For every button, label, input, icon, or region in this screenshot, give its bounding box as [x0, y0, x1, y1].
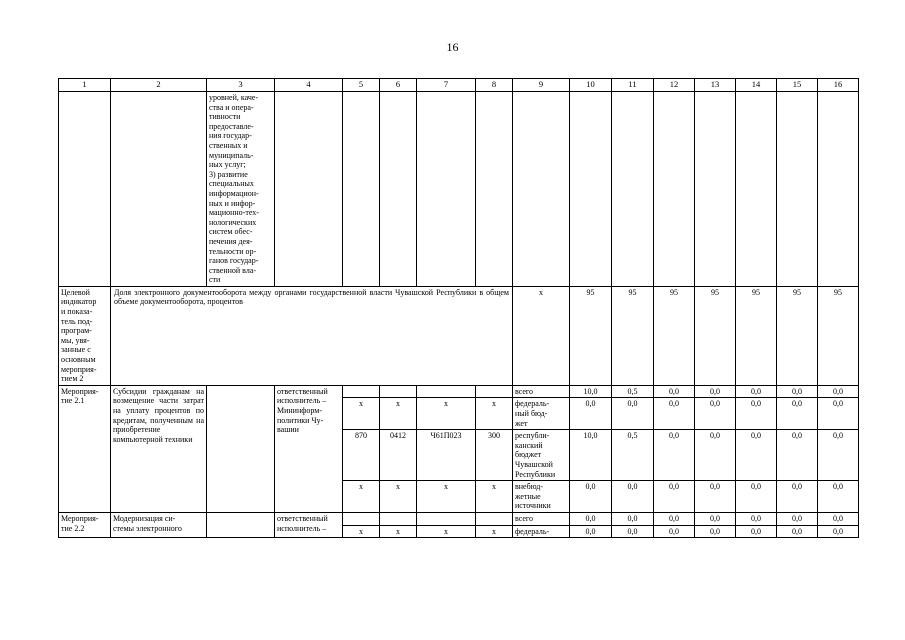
indicator-label-line: Целевой	[61, 287, 90, 297]
cont-cell-11	[612, 92, 654, 287]
measure_22-label-line: Мероприя-	[61, 513, 99, 523]
measure_22-value: 0,0	[736, 525, 777, 538]
header-cell: 12	[654, 79, 695, 92]
measure_21-value: 0,0	[736, 398, 777, 430]
measure_21-c8: x	[476, 481, 513, 513]
cont-tasks-text-line: муниципаль-	[209, 150, 254, 160]
header-cell: 3	[207, 79, 275, 92]
header-cell: 7	[417, 79, 476, 92]
cont-cell-9	[513, 92, 570, 287]
indicator-label-line: тием 2	[61, 374, 84, 384]
measure_21-source-line: всего	[515, 386, 534, 396]
measure_22-executor	[275, 512, 343, 537]
cont-tasks-text-line: ганов государ-	[209, 256, 259, 266]
measure_22-label-line: тие 2.2	[61, 523, 85, 533]
header-cell: 15	[777, 79, 818, 92]
cont-tasks-text-line: печения дея-	[209, 236, 253, 246]
indicator-value: 95	[818, 286, 859, 385]
measure_22-name-line: Модернизация си-	[113, 513, 176, 523]
header-cell: 13	[695, 79, 736, 92]
cont-cell-2	[111, 92, 207, 287]
measure_21-source-line: республи-	[515, 431, 550, 441]
measure_22-value: 0,0	[612, 512, 654, 525]
cont-tasks-text-line: информацион-	[209, 188, 259, 198]
measure_21-value: 0,0	[736, 385, 777, 398]
indicator-text: Доля электронного документооборота между органами государственной власти Чувашской Республики в общем объеме документооборота, процентов	[111, 286, 513, 385]
indicator-label-line: програм-	[61, 326, 92, 336]
measure_21-executor	[275, 385, 343, 512]
measure_21-c5: 870	[343, 430, 380, 481]
cont-tasks-text	[207, 92, 275, 287]
header-row	[59, 79, 859, 92]
measure_21-executor-line: ответственный	[277, 386, 328, 396]
measure_22-c7: x	[417, 525, 476, 538]
measure_21-value: 0,5	[612, 430, 654, 481]
measure_22-value: 0,0	[654, 512, 695, 525]
measure_21-value: 0,0	[777, 430, 818, 481]
measure_21-source-line: источники	[515, 501, 551, 511]
measure_22-name-line: стемы электронного	[113, 523, 182, 533]
cont-tasks-text-line: тивности	[209, 112, 241, 122]
measure_22-source	[513, 512, 570, 525]
cont-cell-14	[736, 92, 777, 287]
cont-tasks-text-line: ственной вла-	[209, 265, 257, 275]
indicator-value: 95	[695, 286, 736, 385]
measure_22-row	[59, 512, 859, 525]
cont-cell-5	[343, 92, 380, 287]
measure_22-value: 0,0	[612, 525, 654, 538]
header-cell: 14	[736, 79, 777, 92]
page-number: 16	[446, 40, 459, 54]
measure_21-value: 0,0	[736, 481, 777, 513]
measure_21-source	[513, 430, 570, 481]
header-cell: 10	[570, 79, 612, 92]
measure_21-value: 0,0	[818, 398, 859, 430]
indicator-value: 95	[570, 286, 612, 385]
measure_21-value: 0,0	[777, 398, 818, 430]
measure_22-name	[111, 512, 207, 537]
indicator-row	[59, 286, 859, 385]
measure_21-value: 0,0	[570, 398, 612, 430]
measure_22-value: 0,0	[695, 525, 736, 538]
cont-tasks-text-line: ных и инфор-	[209, 198, 256, 208]
measure_22-c7	[417, 512, 476, 525]
measure_21-source	[513, 481, 570, 513]
cont-tasks-text-line: ственных и	[209, 140, 248, 150]
measure_22-source-line: федераль-	[515, 526, 550, 536]
measure_21-value: 0,0	[570, 481, 612, 513]
measure_21-c5: x	[343, 481, 380, 513]
cont-tasks-text-line: ных услуг;	[209, 160, 246, 170]
measure_21-c6	[380, 385, 417, 398]
measure_22-value: 0,0	[654, 525, 695, 538]
measure_21-c6: x	[380, 398, 417, 430]
measure_21-source-line: бюджет	[515, 450, 542, 460]
indicator-label-line: мероприя-	[61, 364, 97, 374]
measure_21-executor-line: вашии	[277, 425, 299, 435]
measure_22-c6: x	[380, 525, 417, 538]
measure_22-executor-line: ответственный	[277, 513, 328, 523]
measure_21-c7: Ч61П023	[417, 430, 476, 481]
measure_21-name: Субсидии гражданам на возмещение части затрат на уплату процентов по кредитам, полученным на приобретение компьютерной техники	[111, 385, 207, 512]
indicator-label-line: индикатор	[61, 297, 97, 307]
cont-cell-1	[59, 92, 111, 287]
measure_21-c7: x	[417, 398, 476, 430]
indicator-label-line: основным	[61, 355, 96, 365]
measure_22-value: 0,0	[818, 525, 859, 538]
measure_21-label-line: Мероприя-	[61, 386, 99, 396]
header-cell: 5	[343, 79, 380, 92]
program-table	[58, 78, 859, 538]
cont-tasks-text-line: сти	[209, 275, 221, 285]
cont-cell-12	[654, 92, 695, 287]
measure_21-value: 10,0	[570, 430, 612, 481]
header-cell: 11	[612, 79, 654, 92]
measure_21-value: 0,5	[612, 385, 654, 398]
header-cell: 6	[380, 79, 417, 92]
measure_21-source-line: канский	[515, 440, 543, 450]
measure_21-source	[513, 398, 570, 430]
measure_21-row	[59, 385, 859, 398]
indicator-label-line: занные с	[61, 345, 91, 355]
header-cell: 4	[275, 79, 343, 92]
header-cell: 16	[818, 79, 859, 92]
indicator-col9: x	[513, 286, 570, 385]
header-cell: 1	[59, 79, 111, 92]
measure_21-value: 0,0	[654, 398, 695, 430]
measure_21-source-line: Республики	[515, 469, 556, 479]
measure_21-label	[59, 385, 111, 512]
measure_21-value: 0,0	[695, 398, 736, 430]
measure_21-c5	[343, 385, 380, 398]
measure_21-col3	[207, 385, 275, 512]
measure_22-label	[59, 512, 111, 537]
cont-tasks-text-line: ства и опера-	[209, 102, 254, 112]
cont-cell-4	[275, 92, 343, 287]
measure_21-value: 0,0	[777, 481, 818, 513]
measure_21-source-line: внебюд-	[515, 482, 543, 492]
cont-tasks-text-line: тельности ор-	[209, 246, 257, 256]
measure_22-value: 0,0	[777, 512, 818, 525]
measure_22-value: 0,0	[695, 512, 736, 525]
measure_21-source-line: Чувашской	[515, 459, 553, 469]
cont-cell-15	[777, 92, 818, 287]
measure_21-c7: x	[417, 481, 476, 513]
measure_21-c6: x	[380, 481, 417, 513]
measure_21-source-line: жет	[515, 418, 528, 428]
measure_21-value: 0,0	[818, 481, 859, 513]
measure_21-value: 0,0	[818, 385, 859, 398]
measure_21-value: 0,0	[695, 385, 736, 398]
indicator-value: 95	[654, 286, 695, 385]
indicator-label	[59, 286, 111, 385]
cont-tasks-text-line: уровней, каче-	[209, 93, 259, 102]
indicator-value: 95	[736, 286, 777, 385]
measure_21-value: 0,0	[777, 385, 818, 398]
measure_22-value: 0,0	[570, 525, 612, 538]
cont-tasks-text-line: систем обес-	[209, 227, 253, 237]
indicator-label-line: тель под-	[61, 316, 93, 326]
measure_22-value: 0,0	[777, 525, 818, 538]
cont-tasks-text-line: 3) развитие	[209, 169, 248, 179]
measure_21-source	[513, 385, 570, 398]
cont-tasks-text-line: ния государ-	[209, 131, 252, 141]
measure_21-c8: 300	[476, 430, 513, 481]
measure_22-c5: x	[343, 525, 380, 538]
measure_21-value: 0,0	[695, 481, 736, 513]
measure_21-c8: x	[476, 398, 513, 430]
measure_22-source	[513, 525, 570, 538]
measure_21-value: 0,0	[695, 430, 736, 481]
measure_21-value: 10,0	[570, 385, 612, 398]
indicator-label-line: и показа-	[61, 307, 93, 317]
measure_21-label-line: тие 2.1	[61, 396, 85, 406]
cont-cell-6	[380, 92, 417, 287]
measure_22-c6	[380, 512, 417, 525]
measure_21-value: 0,0	[654, 481, 695, 513]
measure_22-source-line: всего	[515, 513, 534, 523]
measure_21-value: 0,0	[612, 398, 654, 430]
measure_21-value: 0,0	[654, 385, 695, 398]
measure_21-value: 0,0	[612, 481, 654, 513]
measure_21-c5: x	[343, 398, 380, 430]
measure_21-executor-line: исполнитель –	[277, 396, 327, 406]
indicator-value: 95	[612, 286, 654, 385]
measure_21-source-line: жетные	[515, 491, 541, 501]
cont-tasks-text-line: нологических	[209, 217, 257, 227]
cont-cell-8	[476, 92, 513, 287]
measure_21-value: 0,0	[818, 430, 859, 481]
indicator-label-line: мы, увя-	[61, 335, 90, 345]
cont-tasks-text-line: мационно-тех-	[209, 208, 259, 218]
measure_22-c5	[343, 512, 380, 525]
measure_21-c8	[476, 385, 513, 398]
measure_22-executor-line: исполнитель –	[277, 523, 327, 533]
measure_21-c6: 0412	[380, 430, 417, 481]
measure_21-executor-line: политики Чу-	[277, 415, 324, 425]
measure_22-value: 0,0	[570, 512, 612, 525]
measure_21-source-line: ный бюд-	[515, 409, 548, 418]
measure_21-source-line: федераль-	[515, 399, 550, 409]
measure_21-value: 0,0	[654, 430, 695, 481]
cont-tasks-text-line: предоставле-	[209, 121, 254, 131]
measure_22-col3	[207, 512, 275, 537]
measure_22-value: 0,0	[818, 512, 859, 525]
measure_22-c8	[476, 512, 513, 525]
header-cell: 9	[513, 79, 570, 92]
continuation-row	[59, 92, 859, 287]
measure_21-value: 0,0	[736, 430, 777, 481]
measure_22-value: 0,0	[736, 512, 777, 525]
cont-cell-13	[695, 92, 736, 287]
cont-cell-7	[417, 92, 476, 287]
measure_21-executor-line: Мининформ-	[277, 406, 323, 415]
header-cell: 2	[111, 79, 207, 92]
cont-tasks-text-line: специальных	[209, 179, 254, 189]
indicator-value: 95	[777, 286, 818, 385]
cont-cell-16	[818, 92, 859, 287]
measure_22-c8: x	[476, 525, 513, 538]
header-cell: 8	[476, 79, 513, 92]
measure_21-c7	[417, 385, 476, 398]
cont-cell-10	[570, 92, 612, 287]
